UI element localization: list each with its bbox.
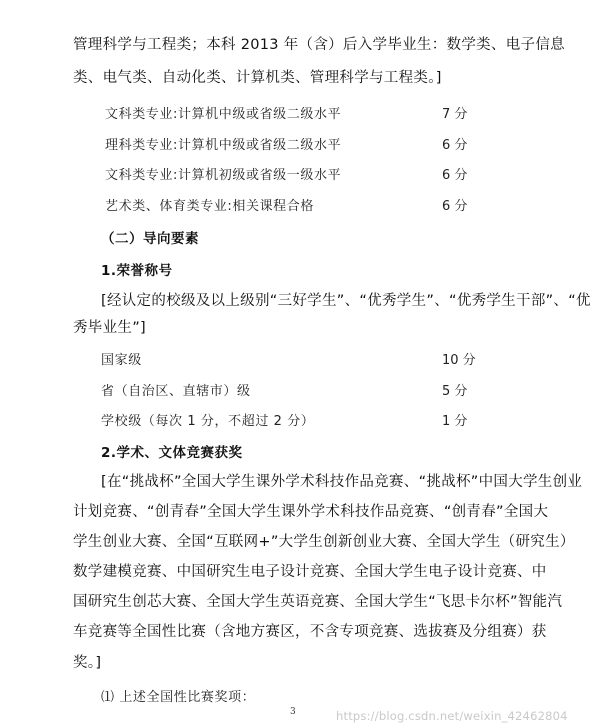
subsection-1-heading: 1.荣誉称号	[101, 263, 173, 279]
competition-line: [在“挑战杯”全国大学生课外学术科技作品竞赛、“挑战杯”中国大学生创业	[101, 474, 583, 490]
honor-item-label: 学校级（每次 1 分，不超过 2 分）	[101, 414, 315, 429]
section-heading: （二）导向要素	[101, 231, 199, 247]
honor-item-score: 5 分	[442, 384, 468, 399]
honor-item-label: 省（自治区、直辖市）级	[101, 384, 251, 399]
competition-line: 计划竞赛、“创青春”全国大学生课外学术科技作品竞赛、“创青春”全国大	[73, 504, 549, 520]
computer-item-label: 理科类专业:计算机中级或省级二级水平	[105, 138, 342, 153]
competition-line: 国研究生创芯大赛、全国大学生英语竞赛、全国大学生“飞思卡尔杯”智能汽	[73, 594, 563, 610]
computer-item-score: 6 分	[442, 199, 468, 214]
competition-line: 数学建模竞赛、中国研究生电子设计竞赛、全国大学生电子设计竞赛、中	[73, 564, 547, 580]
computer-item-label: 艺术类、体育类专业:相关课程合格	[105, 199, 314, 214]
intro-line-2: 类、电气类、自动化类、计算机类、管理科学与工程类。]	[73, 70, 442, 86]
watermark-url: https://blog.csdn.net/weixin_42462804	[336, 709, 568, 723]
honor-description-line-2: 秀毕业生”]	[73, 320, 146, 336]
competition-line: 学生创业大赛、全国“互联网+”大学生创新创业大赛、全国大学生（研究生）	[73, 534, 575, 550]
computer-item-label: 文科类专业:计算机初级或省级一级水平	[105, 168, 342, 183]
computer-item-score: 7 分	[442, 107, 468, 122]
page-number: 3	[290, 707, 296, 717]
honor-item-label: 国家级	[101, 353, 142, 368]
computer-item-score: 6 分	[442, 138, 468, 153]
subsection-2-heading: 2.学术、文体竞赛获奖	[101, 445, 243, 461]
honor-item-score: 1 分	[442, 414, 468, 429]
intro-line-1: 管理科学与工程类；本科 2013 年（含）后入学毕业生：数学类、电子信息	[73, 37, 565, 53]
competition-line: 奖。]	[73, 655, 102, 671]
honor-description-line-1: [经认定的校级及以上级别“三好学生”、“优秀学生”、“优秀学生干部”、“优	[101, 293, 591, 309]
honor-item-score: 10 分	[442, 353, 476, 368]
competition-line: 车竞赛等全国性比赛（含地方赛区，不含专项竞赛、选拔赛及分组赛）获	[73, 624, 547, 640]
computer-item-score: 6 分	[442, 168, 468, 183]
computer-item-label: 文科类专业:计算机中级或省级二级水平	[105, 107, 342, 122]
list-item-1: ⑴ 上述全国性比赛奖项：	[101, 690, 256, 705]
